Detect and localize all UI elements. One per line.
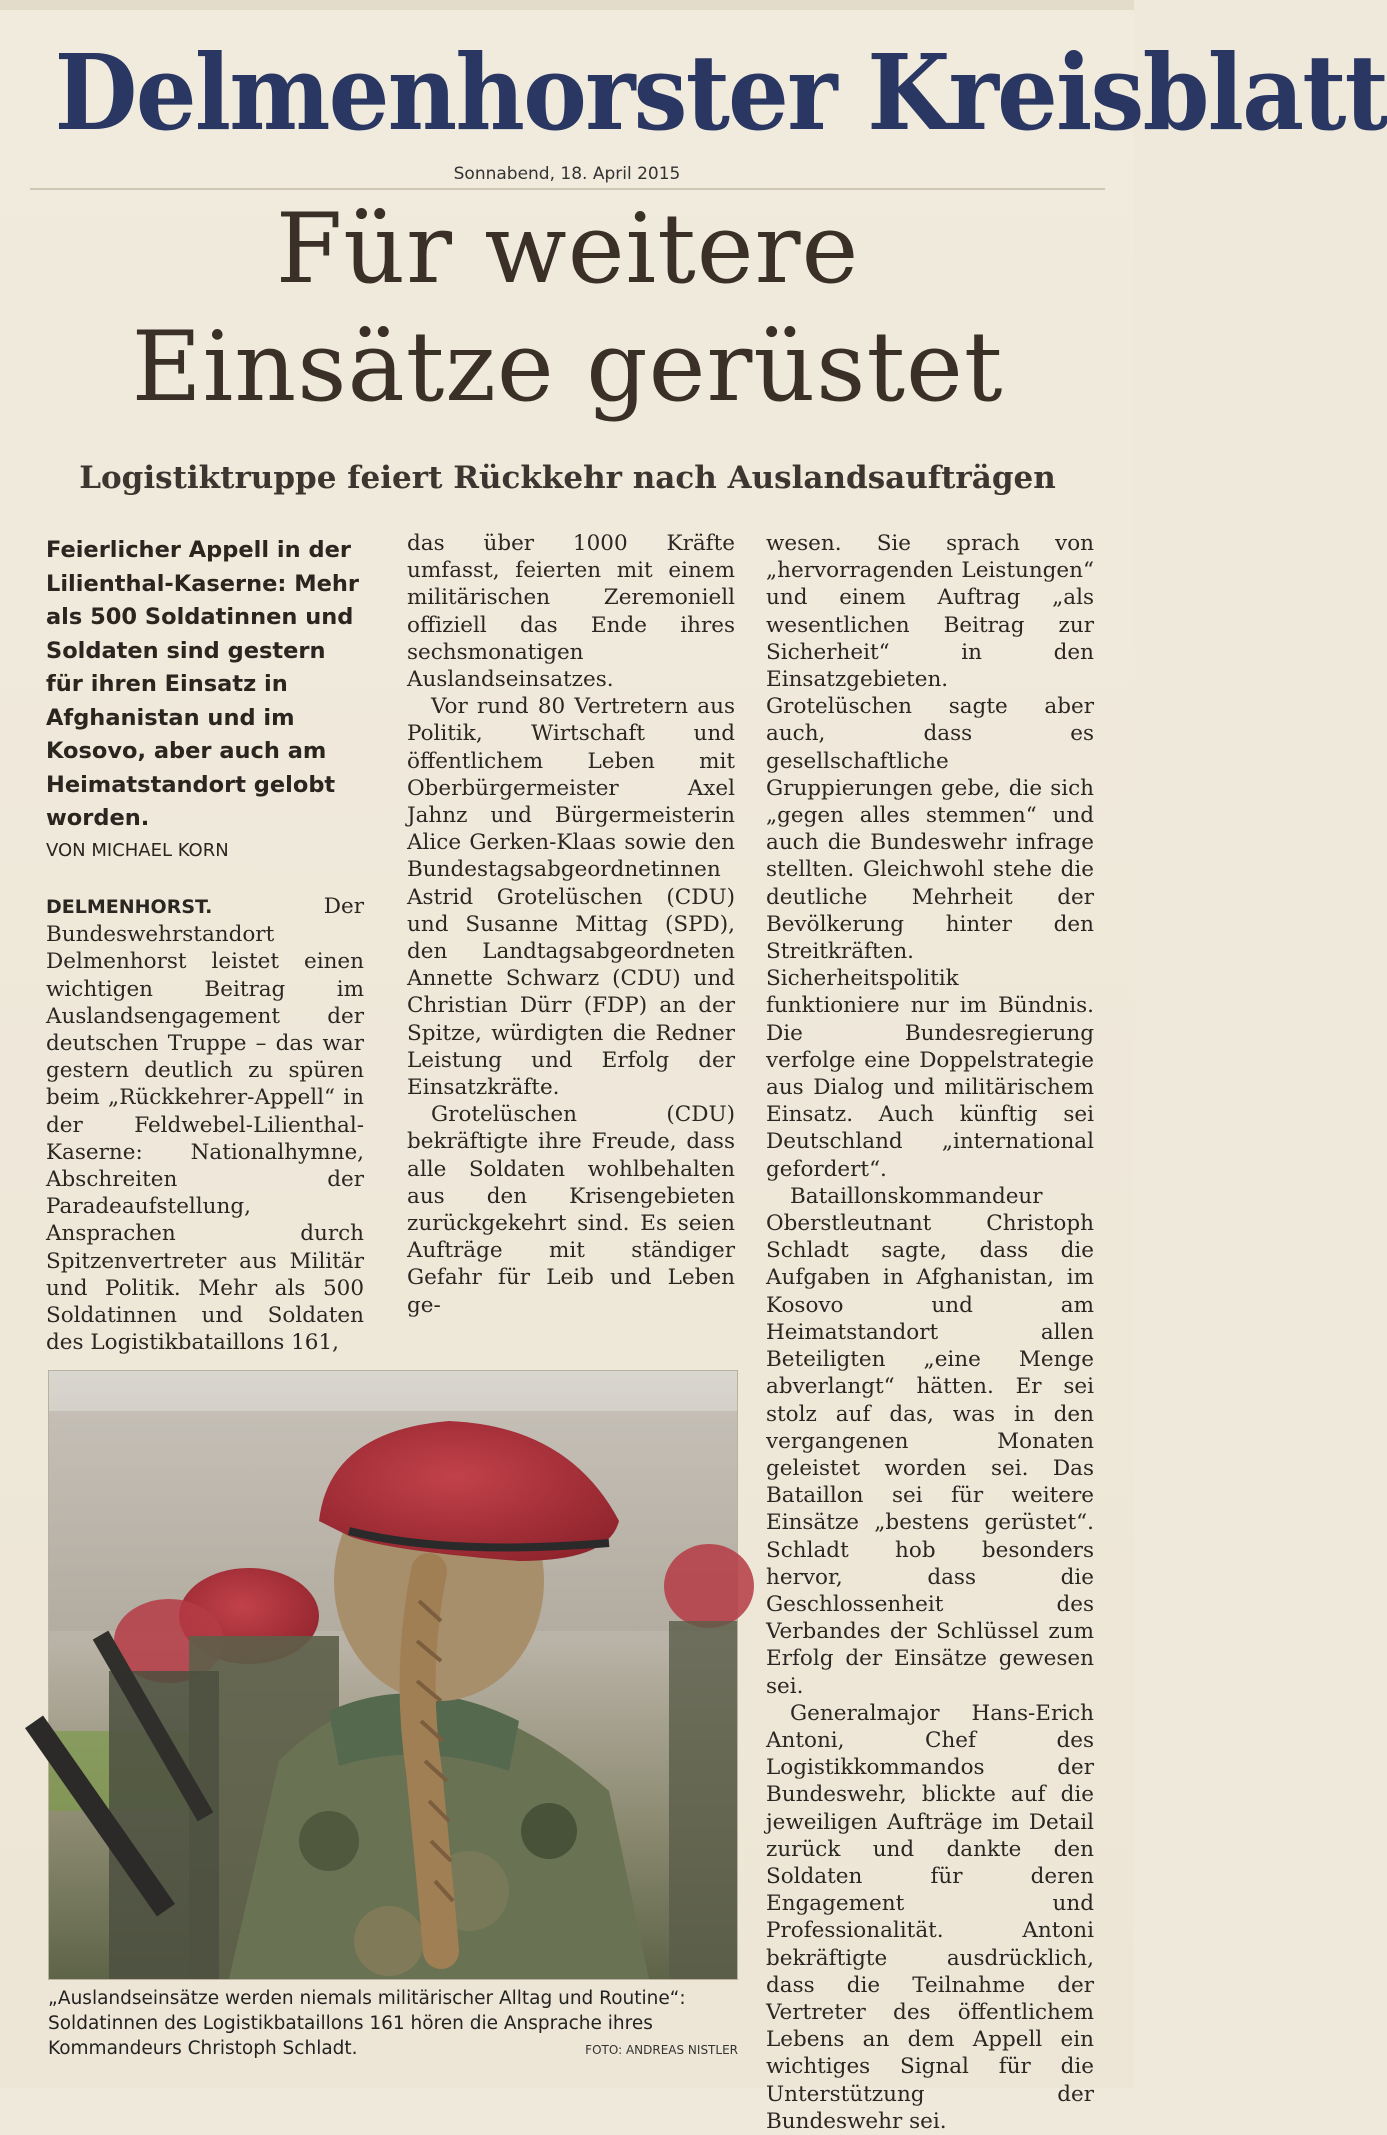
subheadline: Logistiktruppe feiert Rückkehr nach Auslandsaufträgen xyxy=(79,460,1056,496)
column-3-paragraph-2: Bataillonskommandeur Oberstleutnant Christoph Schladt sagte, dass die Aufgaben in Afghanistan, im Kosovo und am Heimatstandort allen Beteiligten „eine Menge abverlangt“ hätten. Er sei stolz auf das, was in den vergangenen Monaten geleistet worden sei. Das Bataillon sei für weitere Einsätze „bestens gerüstet“. Schladt hob besonders hervor, dass die Geschlossenheit des Verbandes der Schlüssel zum Erfolg der Einsätze gewesen sei. xyxy=(766,1183,1094,1699)
caption-text: „Auslandseinsätze werden niemals militärischer Alltag und Routine“: Soldatinnen des Logistikbataillons 161 hören die Ansprache ihres Kommandeurs Christoph Schladt. xyxy=(48,1988,686,2059)
photo-caption xyxy=(48,1986,738,2061)
article-photo xyxy=(48,1370,738,1980)
column-1-text: Der Bundeswehrstandort Delmenhorst leistet einen wichtigen Beitrag im Auslandsengagement der deutschen Truppe – das war gestern deutlich zu spüren beim „Rückkehrer-Appell“ in der Feldwebel-Lilienthal-Kaserne: Nationalhymne, Abschreiten der Paradeaufstellung, Ansprachen durch Spitzenvertreter aus Militär und Politik. Mehr als 500 Soldatinnen und Soldaten des Logistikbataillons 161, xyxy=(46,894,364,1356)
soldiers-photo-illustration xyxy=(49,1371,737,1979)
headline xyxy=(30,190,1105,426)
photo-credit: FOTO: ANDREAS NISTLER xyxy=(585,2043,738,2057)
masthead: Delmenhorster Kreisblatt xyxy=(54,31,1387,154)
column-2 xyxy=(407,530,735,1319)
column-2-paragraph-1: das über 1000 Kräfte umfasst, feierten mit einem militärischen Zeremoniell offiziell das Ende ihres sechsmonatigen Auslandseinsatzes. xyxy=(407,531,735,693)
top-edge xyxy=(0,0,1134,10)
column-1 xyxy=(46,893,364,1356)
byline: VON MICHAEL KORN xyxy=(46,840,229,861)
lead-paragraph: Feierlicher Appell in der Lilienthal-Kaserne: Mehr als 500 Soldatinnen und Soldaten sind gestern für ihren Einsatz in Afghanistan und im Kosovo, aber auch am Heimatstandort gelobt worden. xyxy=(46,537,360,831)
headline-line-1: Für weitere xyxy=(275,193,860,305)
column-2-paragraph-3: Grotelüschen (CDU) bekräftigte ihre Freude, dass alle Soldaten wohlbehalten aus den Krisengebieten zurückgekehrt sind. Es seien Aufträge mit ständiger Gefahr für Leib und Leben ge- xyxy=(407,1102,735,1318)
date-line: Sonnabend, 18. April 2015 xyxy=(453,164,681,184)
dateline-place: DELMENHORST. xyxy=(46,896,213,918)
column-3-paragraph-1: wesen. Sie sprach von „hervorragenden Leistungen“ und einem Auftrag „als wesentlichen Beitrag zur Sicherheit“ in den Einsatzgebieten. Grotelüschen sagte aber auch, dass es gesellschaftliche Gruppierungen gebe, die sich „gegen alles stemmen“ und auch die Bundeswehr infrage stellten. Gleichwohl stehe die deutliche Mehrheit der Bevölkerung hinter den Streitkräften. Sicherheitspolitik funktioniere nur im Bündnis. Die Bundesregierung verfolge eine Doppelstrategie aus Dialog und militärischem Einsatz. Auch künftig sei Deutschland „international gefordert“. xyxy=(766,531,1094,1182)
column-3 xyxy=(766,530,1094,2135)
braid xyxy=(418,1571,441,1951)
headline-line-2: Einsätze gerüstet xyxy=(131,311,1004,423)
column-3-paragraph-3: Generalmajor Hans-Erich Antoni, Chef des Logistikkommandos der Bundeswehr, blickte auf die jeweiligen Aufträge im Detail zurück und dankte den Soldaten für deren Engagement und Professionalität. Antoni bekräftigte ausdrücklich, dass die Teilnahme der Vertreter des öffentlichem Lebens an dem Appell ein wichtiges Signal für die Unterstützung der Bundeswehr sei. xyxy=(766,1700,1094,2134)
column-2-paragraph-2: Vor rund 80 Vertretern aus Politik, Wirtschaft und öffentlichem Leben mit Oberbürgermeister Axel Jahnz und Bürgermeisterin Alice Gerken-Klaas sowie den Bundestagsabgeordnetinnen Astrid Grotelüschen (CDU) und Susanne Mittag (SPD), den Landtagsabgeordneten Annette Schwarz (CDU) und Christian Dürr (FDP) an der Spitze, würdigten die Redner Leistung und Erfolg der Einsatzkräfte. xyxy=(407,694,735,1101)
